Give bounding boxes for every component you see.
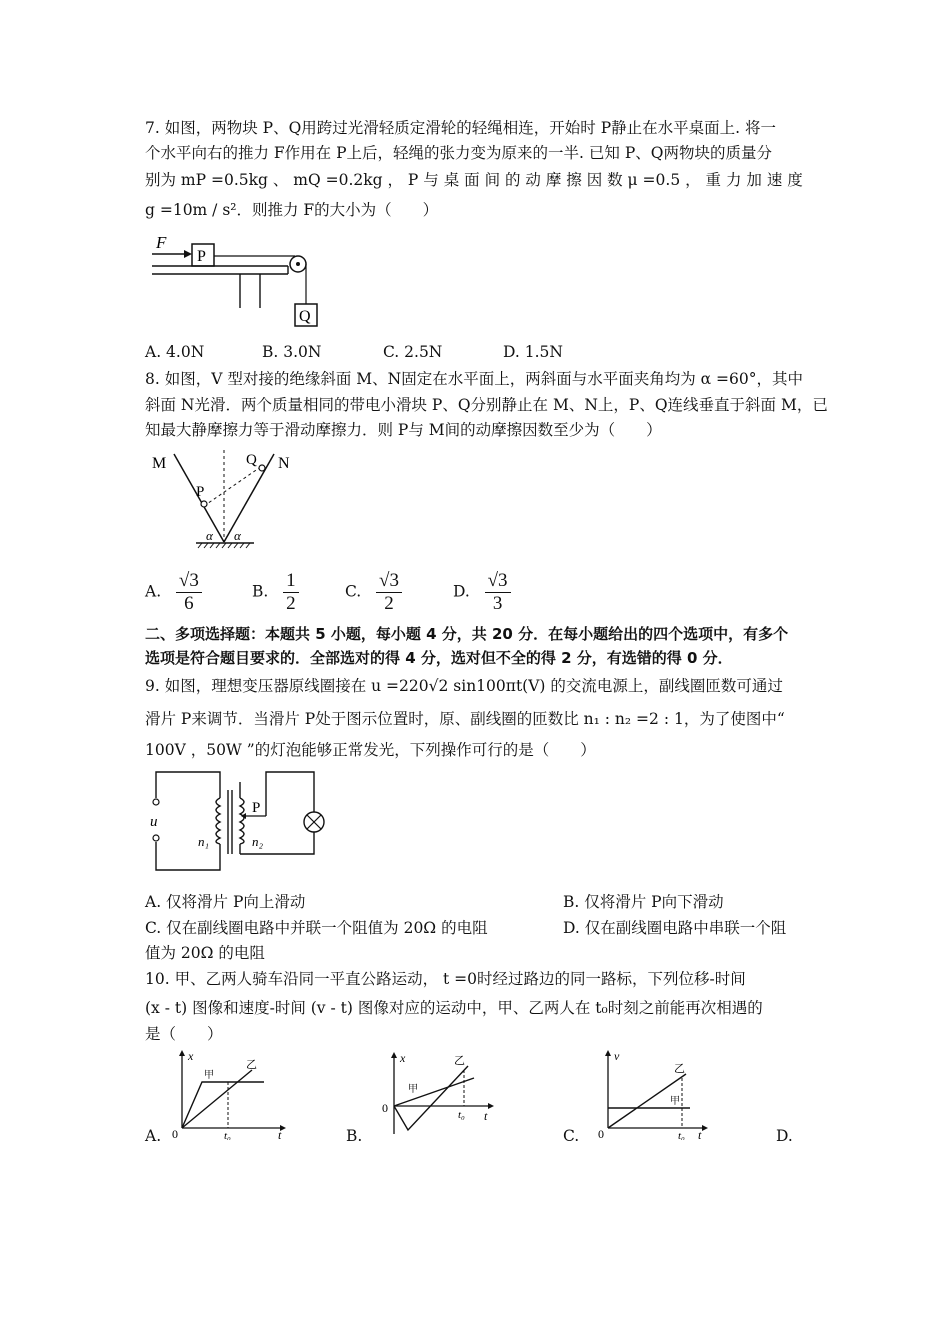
q10-option-c: C. xyxy=(563,1127,580,1145)
fraction xyxy=(176,570,202,615)
origin-label: 0 xyxy=(598,1127,604,1140)
section2-line-1: 二、多项选择题：本题共 5 小题，每小题 4 分，共 20 分．在每小题给出的四个选项中，有多个 xyxy=(145,625,789,643)
q10-graph-b xyxy=(378,1050,498,1136)
block-q xyxy=(259,465,265,471)
q8-line-2: 斜面 N光滑．两个质量相同的带电小滑块 P、Q分别静止在 M、N上，P、Q连线垂直于斜面 M，已 xyxy=(145,396,828,414)
q8-option-a xyxy=(145,570,202,615)
q10-graph-c xyxy=(594,1048,714,1140)
q8-option-b xyxy=(252,570,299,615)
series-yi-label: 乙 xyxy=(454,1055,465,1067)
denominator: 2 xyxy=(286,593,296,614)
axis-t-label: t xyxy=(278,1128,282,1140)
primary-coil xyxy=(216,798,220,844)
q7-pulley-figure xyxy=(148,232,328,332)
q9-line-3: 100V ，50W ”的灯泡能够正常发光，下列操作可行的是（ ） xyxy=(145,741,596,759)
t0-label: t₀ xyxy=(678,1130,685,1140)
q7-line-1: 7. 如图，两物块 P、Q用跨过光滑轻质定滑轮的轻绳相连，开始时 P静止在水平桌面上. 将一 xyxy=(145,119,776,137)
q9-transformer-figure xyxy=(148,768,328,878)
numerator: √3 xyxy=(176,570,202,593)
t0-label: t₀ xyxy=(224,1130,231,1140)
t0-label: t₀ xyxy=(458,1109,465,1121)
q8-incline-figure xyxy=(150,446,300,554)
q10-graph-a xyxy=(168,1048,288,1140)
q9-option-d: D. 仅在副线圈电路中串联一个阻 xyxy=(563,919,787,937)
q8-line-3: 知最大静摩擦力等于滑动摩擦力．则 P与 M间的动摩擦因数至少为（ ） xyxy=(145,421,662,439)
numerator: √3 xyxy=(376,570,402,593)
block-p-label: P xyxy=(197,248,206,265)
series-yi-line xyxy=(182,1070,252,1128)
axis-v-label: v xyxy=(614,1049,620,1063)
q10-line-1: 10. 甲、乙两人骑车沿同一平直公路运动， t =0时经过路边的同一路标，下列位移-时间 xyxy=(145,970,746,988)
n2-label: n₂ xyxy=(252,834,264,849)
incline-m-label: M xyxy=(152,455,167,472)
q9-line-1: 9. 如图，理想变压器原线圈接在 u =220√2 sin100πt(V) 的交流电源上，副线圈匝数可通过 xyxy=(145,677,783,695)
q7-option-a: A. 4.0N xyxy=(145,343,205,361)
series-jia-label: 甲 xyxy=(670,1096,680,1107)
q7-force-label: F xyxy=(156,233,167,252)
q7-option-c: C. 2.5N xyxy=(383,343,443,361)
denominator: 3 xyxy=(492,593,503,614)
block-q-label: Q xyxy=(299,308,311,325)
secondary-coil xyxy=(240,798,244,844)
alpha-left-label: α xyxy=(206,528,213,543)
q10-line-2: (x - t) 图像和速度-时间 (v - t) 图像对应的运动中，甲、乙两人在 t₀时刻之前能再次相遇的 xyxy=(145,999,763,1017)
n1-label: n₁ xyxy=(198,834,210,849)
series-yi-label: 乙 xyxy=(246,1059,257,1071)
origin-label: 0 xyxy=(172,1127,178,1140)
axis-x-label: x xyxy=(188,1049,194,1063)
fraction xyxy=(485,570,511,615)
option-letter: A. xyxy=(145,582,162,601)
q10-option-d: D. xyxy=(776,1127,793,1145)
fraction xyxy=(283,570,299,615)
fraction xyxy=(376,570,402,615)
numerator: 1 xyxy=(283,570,299,593)
axis-t-label: t xyxy=(698,1128,702,1140)
axis-x-label: x xyxy=(400,1051,406,1065)
series-yi-label: 乙 xyxy=(674,1063,685,1075)
q7-line-2: 个水平向右的推力 F作用在 P上后，轻绳的张力变为原来的一半. 已知 P、Q两物块的质量分 xyxy=(145,144,772,162)
option-letter: C. xyxy=(345,582,362,601)
option-letter: D. xyxy=(453,582,470,601)
q9-option-a: A. 仅将滑片 P向上滑动 xyxy=(145,893,306,911)
q8-line-1: 8. 如图，V 型对接的绝缘斜面 M、N固定在水平面上，两斜面与水平面夹角均为 α =60°，其中 xyxy=(145,370,803,388)
source-u-label: u xyxy=(150,814,158,830)
denominator: 2 xyxy=(384,593,394,614)
q7-option-b: B. 3.0N xyxy=(262,343,322,361)
q8-option-d xyxy=(453,570,511,615)
series-yi-line xyxy=(394,1066,468,1130)
q9-option-c: C. 仅在副线圈电路中并联一个阻值为 20Ω 的电阻 xyxy=(145,919,488,937)
q9-option-b: B. 仅将滑片 P向下滑动 xyxy=(563,893,724,911)
q10-option-a: A. xyxy=(145,1127,162,1145)
q10-line-3: 是（ ） xyxy=(145,1025,223,1043)
q7-option-d: D. 1.5N xyxy=(503,343,563,361)
q9-line-2: 滑片 P来调节．当滑片 P处于图示位置时，原、副线圈的匝数比 n₁ : n₂ =2 : 1，为了使图中“ xyxy=(145,710,785,728)
q9-option-d-continued: 值为 20Ω 的电阻 xyxy=(145,944,265,962)
series-jia-label: 甲 xyxy=(408,1084,418,1095)
block-q-label: Q xyxy=(246,452,257,468)
series-jia-line xyxy=(182,1082,264,1128)
origin-label: 0 xyxy=(382,1101,388,1115)
block-p-label: P xyxy=(196,484,205,500)
section2-line-2: 选项是符合题目要求的．全部选对的得 4 分，选对但不全的得 2 分，有选错的得 0 分． xyxy=(145,649,733,667)
q7-line-4: g =10m / s²．则推力 F的大小为（ ） xyxy=(145,201,439,219)
axis-t-label: t xyxy=(484,1109,488,1123)
option-letter: B. xyxy=(252,582,269,601)
slider-p-label: P xyxy=(252,800,261,816)
series-jia-label: 甲 xyxy=(204,1070,214,1081)
q10-option-b: B. xyxy=(346,1127,363,1145)
numerator: √3 xyxy=(485,570,511,593)
block-p xyxy=(201,501,207,507)
q8-option-c xyxy=(345,570,402,615)
q7-line-3: 别为 mP =0.5kg 、 mQ =0.2kg ， P 与 桌 面 间 的 动 摩 擦 因 数 μ =0.5 ， 重 力 加 速 度 xyxy=(145,171,803,189)
incline-n-label: N xyxy=(278,455,290,472)
denominator: 6 xyxy=(184,593,194,614)
alpha-right-label: α xyxy=(234,528,241,543)
